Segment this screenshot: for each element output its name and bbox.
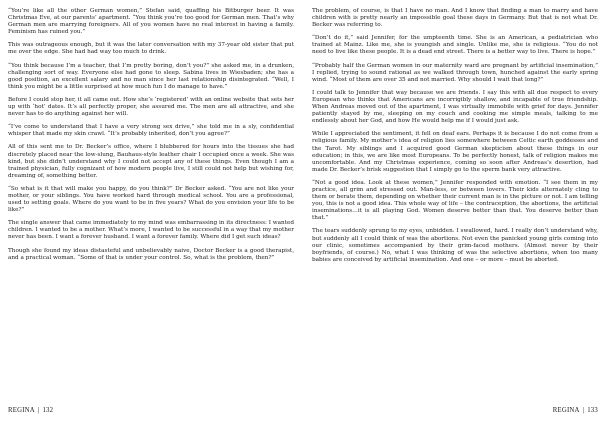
paragraph: The tears suddenly sprung to my eyes, unbidden. I swallowed, hard. I really don’t understand why, but suddenly all I could think of was the abortions. Not even the panicked young girls coming into our clinic, sometimes accompanied by their grim-faced mothers. (Almost never by their boyfriends, of course.) No, what I was thinking of was the selective abortions, when too many babies are conceived by artificial insemination. And one – or more – must be aborted. — [312, 228, 598, 263]
paragraph: “So what is it that will make you happy, do you think?” Dr Becker asked. “You are not like your mother, or your siblings. You have worked hard through medical school. You are a professional, used to setting goals. Where do you want to be in five years? What do you envision your life to be like?” — [8, 185, 294, 214]
right-page — [312, 8, 598, 416]
paragraph: I could talk to Jennifer that way because we are friends. I say this with all due respect to every European who thinks that Americans are incorrigibly shallow, and incapable of true friendship. When Andreas moved out of the apartment, I was virtually immobile with grief for days. Jennifer patiently stayed by me, sleeping on my couch and cooking me simple meals, talking to me endlessly about her God, and how He would help me if I would just ask. — [312, 89, 598, 125]
paragraph: “Don’t do it,” said Jennifer, for the umpteenth time. She is an American, a pediatrician who trained at Mainz. Like me, she is youngish and single. Unlike me, she is religious. “You do not need to live like these people. It is a dead end street. There is a better way to live. There is hope.” — [312, 35, 598, 56]
paragraph: Though she found my ideas distasteful and unbelievably naive, Doctor Becker is a good therapist, and a practical woman. “Some of that is under your control. So, what is the problem, then?” — [8, 247, 294, 261]
page-footer-left — [8, 407, 53, 414]
paragraph: “I’ve come to understand that I have a very strong sex drive,” she told me in a sly, confidential whisper that made my skin crawl. “It’s probably inherited, don’t you agree?” — [8, 124, 294, 138]
footer-separator: | — [582, 407, 585, 414]
paragraph: This was outrageous enough, but it was the later conversation with my 37-year old sister that put me over the edge. She had had way too much to drink. — [8, 42, 294, 56]
paragraph: “You think because I’m a teacher, that I’m pretty boring, don’t you?” she asked me, in a drunken, challenging sort of way. Everyone else had gone to sleep. Sabina lives in Wiesbaden; she has a good position, an excellent salary and no man since her last relationship disintegrated. “Well, I think you might be a little surprised at how much fun I do manage to have.” — [8, 62, 294, 90]
paragraph: The problem, of course, is that I have no man. And I know that finding a man to marry and have children with is pretty nearly an impossible goal these days in Germany. But that is not what Dr. Becker was referring to. — [312, 8, 598, 29]
paragraph: Before I could stop her, it all came out. How she’s ‘registered’ with an online website that sets her up with ‘hot’ dates. It’s all perfectly proper, she assured me. The men are all attractive, and she never has to do anything against her will. — [8, 96, 294, 118]
paragraph: “Probably half the German women in our maternity ward are pregnant by artificial insemination,” I replied, trying to sound rational as we walked through town, hunched against the early spring wind. “Most of them are over 35 and not married. Why should I wait that long?” — [312, 62, 598, 83]
right-page-text — [312, 8, 598, 264]
left-page — [8, 8, 294, 416]
paragraph: The single answer that came immediately to my mind was embarrassing in its directness: I wanted children. I wanted to be a mother. What’s more, I wanted to be successful in a way that my mother never has been. I want a forever husband. I want a forever family. Where did I get such ideas? — [8, 220, 294, 241]
left-page-text — [8, 8, 294, 262]
paragraph: All of this sent me to Dr. Becker’s office, where I blubbered for hours into the tissues she had discretely placed near the low-slung, Bauhaus-style leather chair I occupied once a week. She was kind, but she didn’t understand why I could not accept any of these things. Even though I am a trained physician, fully cognizant of how modern people live, I still could not help but wishing for, dreaming of, something better. — [8, 144, 294, 179]
page-footer-right — [553, 407, 598, 414]
page-number: 133 — [587, 407, 598, 414]
paragraph: While I appreciated the sentiment, it fell on deaf ears. Perhaps it is because I do not come from a religious family. My mother’s idea of religion lies somewhere between Celtic earth goddesses and the Tarot. My siblings and I acquired good German skepticism about these things in our education; in this, we are like most Europeans. To be perfectly honest, talk of religion makes me uncomfortable. And my Christmas experience, coming so soon after Andreas’s desertion, had made Dr. Becker’s brisk suggestion that I simply go to the sperm bank very attractive. — [312, 131, 598, 173]
running-title: REGINA — [8, 407, 35, 414]
paragraph: “Not a good idea. Look at these women,” Jennifer responded with emotion. “I see them in my practice, all grim and stressed out. Man-less, or between lovers. Their kids alternately cling to them or berate them, depending on whether their current man is in the picture or not. I am telling you, this is not a good idea. This whole way of life – the contraception, the abortions, the artificial inseminations…it is all playing God. Women deserve better than that. You deserve better than that.” — [312, 179, 598, 222]
paragraph: “You’re like all the other German women,” Stefan said, quaffing his Bitburger beer. It was Christmas Eve, at our parents’ apartment. “You think you’re too good for German men. That’s why German men are marrying foreigners. All of you women have no real interest in having a family. Feminism has ruined you.” — [8, 8, 294, 36]
page-number: 132 — [42, 407, 54, 414]
running-title: REGINA — [552, 407, 580, 414]
footer-separator: | — [37, 407, 40, 414]
